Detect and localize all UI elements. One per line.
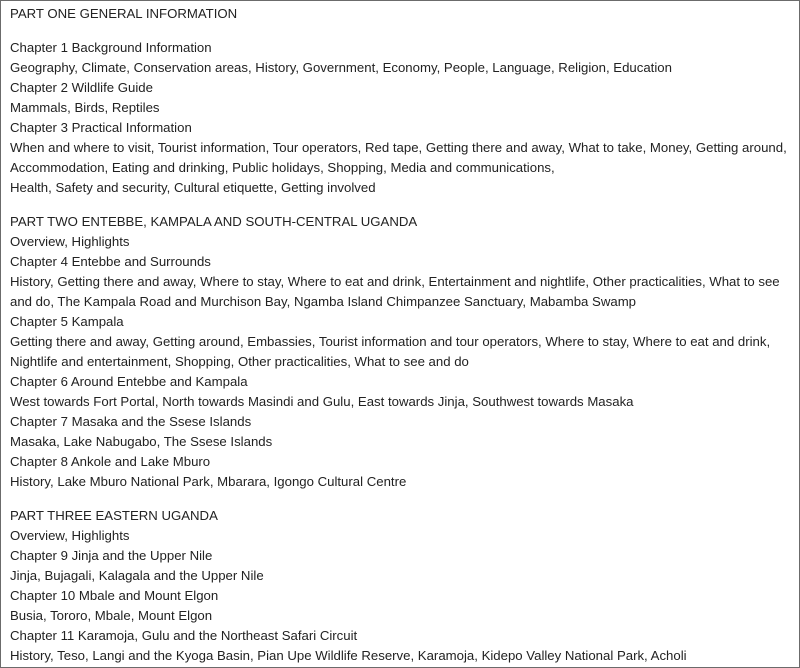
chapter-title: Chapter 11 Karamoja, Gulu and the Northeast Safari Circuit xyxy=(10,628,358,643)
chapter-topics: Busia, Tororo, Mbale, Mount Elgon xyxy=(10,608,213,623)
chapter-topics: West towards Fort Portal, North towards Masindi and Gulu, East towards Jinja, Southwest towards Masaka xyxy=(10,394,634,409)
part-three-section xyxy=(10,506,794,666)
chapter-topics: Health, Safety and security, Cultural etiquette, Getting involved xyxy=(10,180,376,195)
part-overview: Overview, Highlights xyxy=(10,528,130,543)
chapter-topics: When and where to visit, Tourist information, Tour operators, Red tape, Getting there and away, What to take, Money, Getting around, Accommodation, Eating and drinking, Public holidays, Shopping, Media and communications, xyxy=(10,140,787,175)
chapter-title: Chapter 1 Background Information xyxy=(10,40,212,55)
chapter-title: Chapter 4 Entebbe and Surrounds xyxy=(10,254,211,269)
chapter-title: Chapter 3 Practical Information xyxy=(10,120,192,135)
chapter-topics: History, Getting there and away, Where to stay, Where to eat and drink, Entertainment and nightlife, Other practicalities, What to see and do, The Kampala Road and Murchison Bay, Ngamba Island Chimpanzee Sanctuary, Mabamba Swamp xyxy=(10,274,780,309)
part-heading: PART ONE GENERAL INFORMATION xyxy=(10,6,238,21)
chapter-topics: Masaka, Lake Nabugabo, The Ssese Islands xyxy=(10,434,273,449)
table-of-contents xyxy=(10,4,794,666)
chapter-topics: History, Teso, Langi and the Kyoga Basin, Pian Upe Wildlife Reserve, Karamoja, Kidepo Valley National Park, Acholi xyxy=(10,648,687,663)
chapter-topics: Geography, Climate, Conservation areas, History, Government, Economy, People, Language, Religion, Education xyxy=(10,60,672,75)
chapter-title: Chapter 8 Ankole and Lake Mburo xyxy=(10,454,211,469)
chapter-title: Chapter 5 Kampala xyxy=(10,314,124,329)
chapter-topics: Mammals, Birds, Reptiles xyxy=(10,100,160,115)
chapter-title: Chapter 9 Jinja and the Upper Nile xyxy=(10,548,213,563)
chapter-title: Chapter 10 Mbale and Mount Elgon xyxy=(10,588,219,603)
part-heading: PART THREE EASTERN UGANDA xyxy=(10,508,218,523)
part-heading: PART TWO ENTEBBE, KAMPALA AND SOUTH-CENTRAL UGANDA xyxy=(10,214,418,229)
part-one-section xyxy=(10,4,794,198)
chapter-title: Chapter 2 Wildlife Guide xyxy=(10,80,153,95)
chapter-title: Chapter 7 Masaka and the Ssese Islands xyxy=(10,414,252,429)
part-two-section xyxy=(10,212,794,492)
chapter-topics: Getting there and away, Getting around, Embassies, Tourist information and tour operators, Where to stay, Where to eat and drink, Nightlife and entertainment, Shopping, Other practicalities, What to see and do xyxy=(10,334,771,369)
chapter-topics: History, Lake Mburo National Park, Mbarara, Igongo Cultural Centre xyxy=(10,474,407,489)
chapter-topics: Jinja, Bujagali, Kalagala and the Upper Nile xyxy=(10,568,264,583)
part-overview: Overview, Highlights xyxy=(10,234,130,249)
chapter-title: Chapter 6 Around Entebbe and Kampala xyxy=(10,374,248,389)
